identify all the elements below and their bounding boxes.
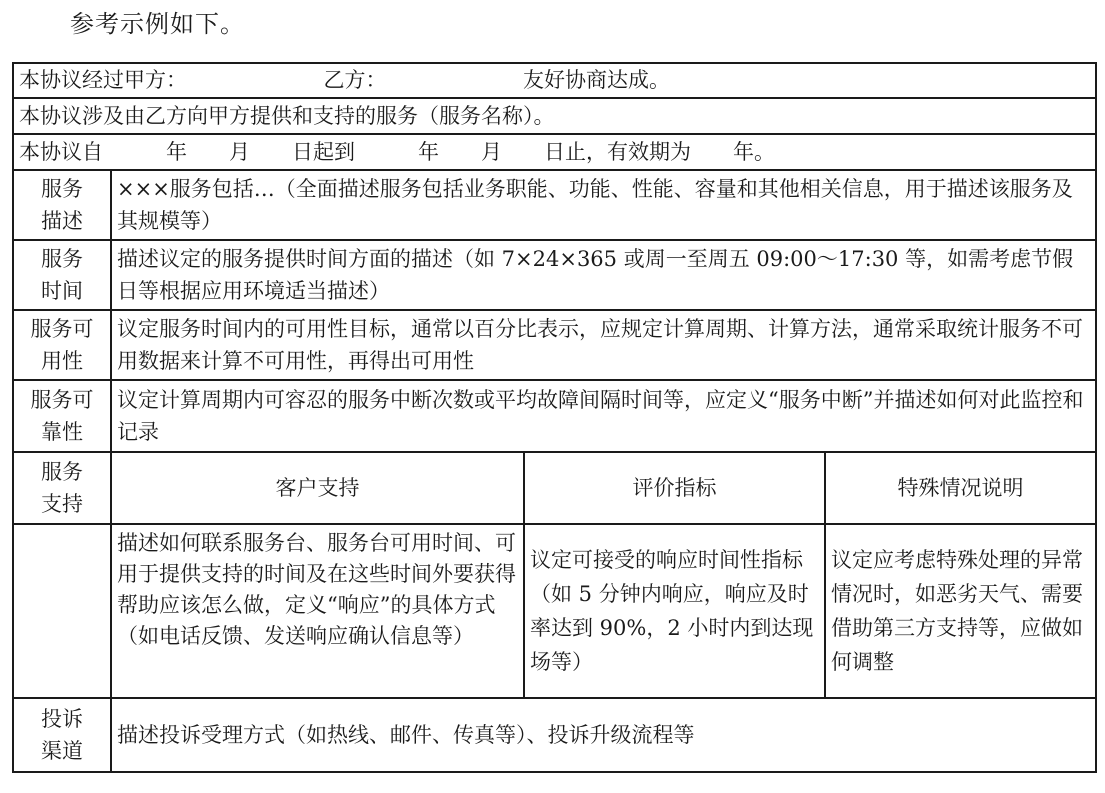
row-complaint-channel	[13, 698, 1096, 772]
service-reliability-label: 服务可 靠性	[13, 380, 111, 452]
row-service-support-content	[13, 524, 1096, 698]
support-empty-label-cell	[13, 524, 111, 698]
support-customer-text: 描述如何联系服务台、服务台可用时间、可用于提供支持的时间及在这些时间外要获得帮助应该怎么做，定义“响应”的具体方式（如电话反馈、发送响应确认信息等）	[111, 524, 524, 698]
service-availability-text: 议定服务时间内的可用性目标，通常以百分比表示，应规定计算周期、计算方法，通常采取统计服务不可用数据来计算不可用性，再得出可用性	[111, 310, 1096, 380]
support-header-special: 特殊情况说明	[825, 452, 1096, 524]
complaint-channel-text: 描述投诉受理方式（如热线、邮件、传真等）、投诉升级流程等	[111, 698, 1096, 772]
parties-cell: 本协议经过甲方： 乙方： 友好协商达成。	[13, 63, 1096, 98]
row-service-reliability	[13, 380, 1096, 452]
service-time-label: 服务 时间	[13, 240, 111, 310]
service-description-text: ×××服务包括…（全面描述服务包括业务职能、功能、性能、容量和其他相关信息，用于描述该服务及其规模等）	[111, 170, 1096, 240]
support-special-text: 议定应考虑特殊处理的异常情况时，如恶劣天气、需要借助第三方支持等，应做如何调整	[825, 524, 1096, 698]
scope-cell: 本协议涉及由乙方向甲方提供和支持的服务（服务名称）。	[13, 98, 1096, 134]
row-parties	[13, 63, 1096, 98]
intro-text: 参考示例如下。	[70, 10, 245, 38]
row-service-availability	[13, 310, 1096, 380]
support-metrics-text: 议定可接受的响应时间性指标（如 5 分钟内响应，响应及时率达到 90%，2 小时内到达现场等）	[524, 524, 825, 698]
service-agreement-table	[12, 62, 1097, 773]
row-period	[13, 134, 1096, 170]
service-description-label: 服务 描述	[13, 170, 111, 240]
row-service-description	[13, 170, 1096, 240]
service-availability-label: 服务可 用性	[13, 310, 111, 380]
row-service-support-header	[13, 452, 1096, 524]
service-support-label: 服务 支持	[13, 452, 111, 524]
complaint-channel-label: 投诉 渠道	[13, 698, 111, 772]
service-time-text: 描述议定的服务提供时间方面的描述（如 7×24×365 或周一至周五 09:00～17:30 等，如需考虑节假日等根据应用环境适当描述）	[111, 240, 1096, 310]
support-header-metrics: 评价指标	[524, 452, 825, 524]
service-reliability-text: 议定计算周期内可容忍的服务中断次数或平均故障间隔时间等，应定义“服务中断”并描述如何对此监控和记录	[111, 380, 1096, 452]
row-scope	[13, 98, 1096, 134]
support-header-customer: 客户支持	[111, 452, 524, 524]
row-service-time	[13, 240, 1096, 310]
period-cell: 本协议自 年 月 日起到 年 月 日止，有效期为 年。	[13, 134, 1096, 170]
